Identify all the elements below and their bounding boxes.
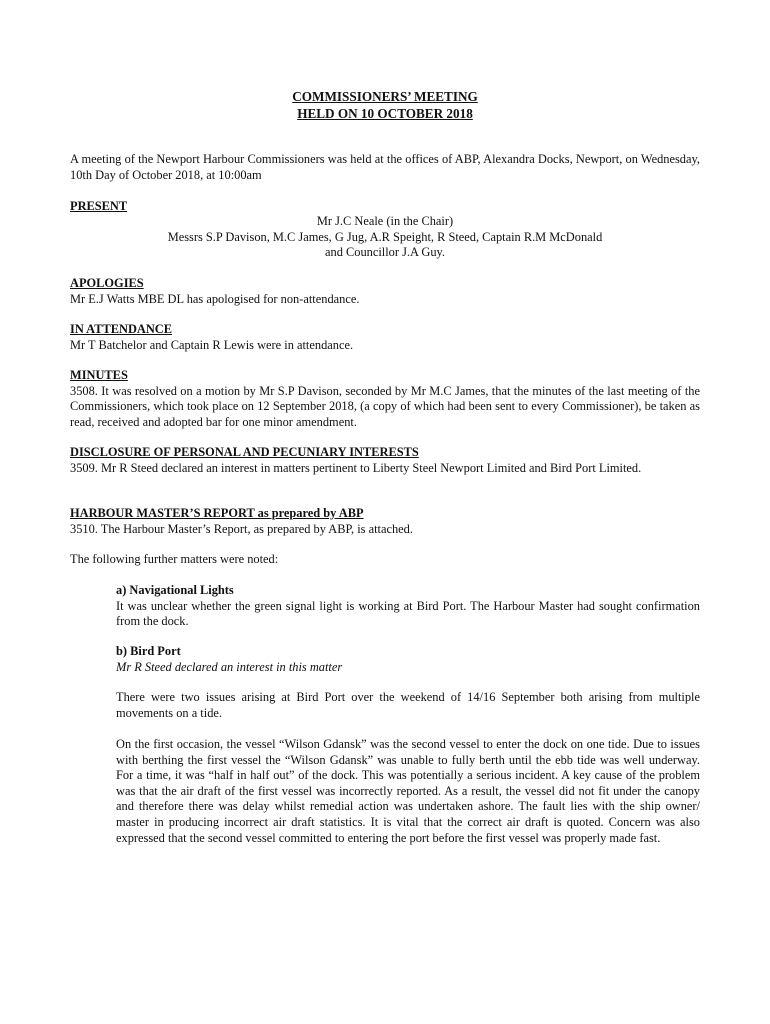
apologies-section [70,276,700,307]
present-line-1: Mr J.C Neale (in the Chair) [316,214,454,228]
bird-port-section [116,644,700,675]
minutes-heading: MINUTES [70,368,128,382]
minutes-section [70,368,700,430]
harbour-report-section [70,506,700,537]
bird-port-paragraph-1: There were two issues arising at Bird Port over the weekend of 14/16 September both arising from multiple movements on a tide. [116,690,700,720]
title-line-1: COMMISSIONERS’ MEETING [292,89,478,104]
bird-port-paragraph-2: On the first occasion, the vessel “Wilson Gdansk” was the second vessel to enter the dock on one tide. Due to issues with berthing the first vessel the “Wilson Gdansk” was unable to fully berth until the ebb tide was well underway. For a time, it was “half in half out” of the dock. This was potentially a serious incident. A key cause of the problem was that the air draft of the first vessel was incorrectly reported. As a result, the vessel did not fit under the canopy and therefore there was delay whilst remedial action was undertaken ashore. The fault lies with the ship owner/ master in producing incorrect air draft statistics. It is vital that the correct air draft is quoted. Concern was also expressed that the second vessel committed to entering the port before the first vessel was properly made fast. [116,737,700,845]
nav-lights-heading: a) Navigational Lights [116,583,234,597]
further-matters-text: The following further matters were noted: [70,552,279,566]
attendance-heading: IN ATTENDANCE [70,322,173,336]
attendance-section [70,322,700,353]
bird-port-heading: b) Bird Port [116,644,181,658]
nav-lights-text: It was unclear whether the green signal light is working at Bird Port. The Harbour Master had sought confirmation from the dock. [116,598,700,629]
present-section [70,199,700,215]
title-line-2: HELD ON 10 OCTOBER 2018 [297,106,473,121]
disclosure-text: 3509. Mr R Steed declared an interest in matters pertinent to Liberty Steel Newport Limited and Bird Port Limited. [70,460,642,475]
nav-lights-section [116,583,700,630]
present-line-2: Messrs S.P Davison, M.C James, G Jug, A.R Speight, R Steed, Captain R.M McDonald [167,230,603,244]
present-heading: PRESENT [70,199,128,213]
attendance-text: Mr T Batchelor and Captain R Lewis were in attendance. [70,337,354,352]
disclosure-section [70,445,700,476]
present-line-3: and Councillor J.A Guy. [325,245,445,259]
disclosure-heading: DISCLOSURE OF PERSONAL AND PECUNIARY INTERESTS [70,445,419,459]
bird-port-interest-note: Mr R Steed declared an interest in this matter [116,659,343,674]
apologies-text: Mr E.J Watts MBE DL has apologised for non-attendance. [70,291,360,306]
harbour-report-heading: HARBOUR MASTER’S REPORT as prepared by ABP [70,506,364,520]
apologies-heading: APOLOGIES [70,276,144,290]
harbour-report-text: 3510. The Harbour Master’s Report, as prepared by ABP, is attached. [70,521,413,536]
minutes-text: 3508. It was resolved on a motion by Mr S.P Davison, seconded by Mr M.C James, that the minutes of the last meeting of the Commissioners, which took place on 12 September 2018, (a copy of which had been sent to every Commissioner), be taken as read, received and adopted bar for one minor amendment. [70,383,700,429]
intro-paragraph: A meeting of the Newport Harbour Commissioners was held at the offices of ABP, Alexandra Docks, Newport, on Wednesday, 10th Day of October 2018, at 10:00am [70,152,700,182]
